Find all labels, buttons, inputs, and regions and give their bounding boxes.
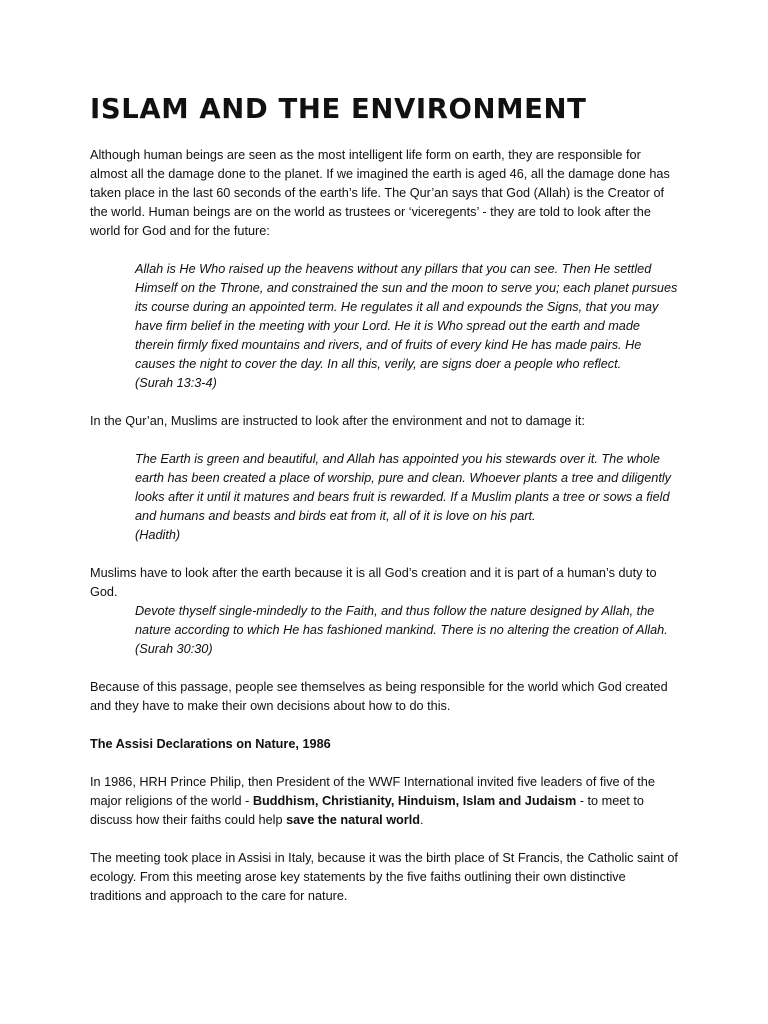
quote-text: Allah is He Who raised up the heavens without any pillars that you can see. Then He settled Himself on the Throne, and constrained the sun and the moon to serve you; each planet pursues its course during an appointed term. He regulates it all and expounds the Signs, that you may have firm belief in the meeting with your Lord. He it is Who spread out the earth and made therein firmly fixed mountains and rivers, and of fruits of every kind He has made pairs. He causes the night to cover the day. In all this, verily, are signs doer a people who reflect. [135, 262, 678, 371]
creation-paragraph: Muslims have to look after the earth because it is all God’s creation and it is part of a human’s duty to God. [90, 566, 657, 599]
quote-source: (Surah 13:3-4) [135, 376, 217, 390]
environment-paragraph: In the Qur’an, Muslims are instructed to look after the environment and not to damage it: [90, 414, 585, 428]
assisi-subheading: The Assisi Declarations on Nature, 1986 [90, 737, 331, 751]
responsibility-paragraph: Because of this passage, people see themselves as being responsible for the world which God created and they have to make their own decisions about how to do this. [90, 680, 668, 713]
religions-list: Buddhism, Christianity, Hinduism, Islam and Judaism [252, 794, 577, 808]
assisi-purpose: save the natural world [286, 813, 421, 827]
quote-hadith [135, 450, 680, 545]
page-title: ISLAM AND THE ENVIRONMENT [90, 93, 587, 125]
assisi-text-after: . [420, 813, 424, 827]
document-body [90, 91, 680, 925]
quote-surah-13 [135, 260, 680, 393]
quote-surah-30 [135, 602, 680, 659]
quote-source: (Surah 30:30) [135, 642, 213, 656]
intro-paragraph: Although human beings are seen as the most intelligent life form on earth, they are responsible for almost all the damage done to the planet. If we imagined the earth is aged 46, all the damage done has taken place in the last 60 seconds of the earth’s life. The Qur’an says that God (Allah) is the Creator of the world. Human beings are on the world as trustees or ‘viceregents’ - they are told to look after the world for God and for the future: [90, 148, 670, 238]
quote-source: (Hadith) [135, 528, 181, 542]
assisi-paragraph [90, 773, 680, 830]
quote-text: The Earth is green and beautiful, and Allah has appointed you his stewards over it. The whole earth has been created a place of worship, pure and clean. Whoever plants a tree and diligently looks after it until it matures and bears fruit is rewarded. If a Muslim plants a tree or sows a field and humans and beasts and birds eat from it, all of it is love on his part. [135, 452, 672, 523]
meeting-paragraph: The meeting took place in Assisi in Italy, because it was the birth place of St Francis, the Catholic saint of ecology. From this meeting arose key statements by the five faiths outlining their own distinctive traditions and approach to the care for nature. [90, 851, 678, 903]
quote-text: Devote thyself single-mindedly to the Faith, and thus follow the nature designed by Allah, the nature according to which He has fashioned mankind. There is no altering the creation of Allah. [135, 604, 668, 637]
assisi-text-middle: - to meet to discuss how their faiths could help [90, 794, 644, 827]
assisi-text-before: In 1986, HRH Prince Philip, then President of the WWF International invited five leaders of five of the major religions of the world - [90, 775, 655, 808]
